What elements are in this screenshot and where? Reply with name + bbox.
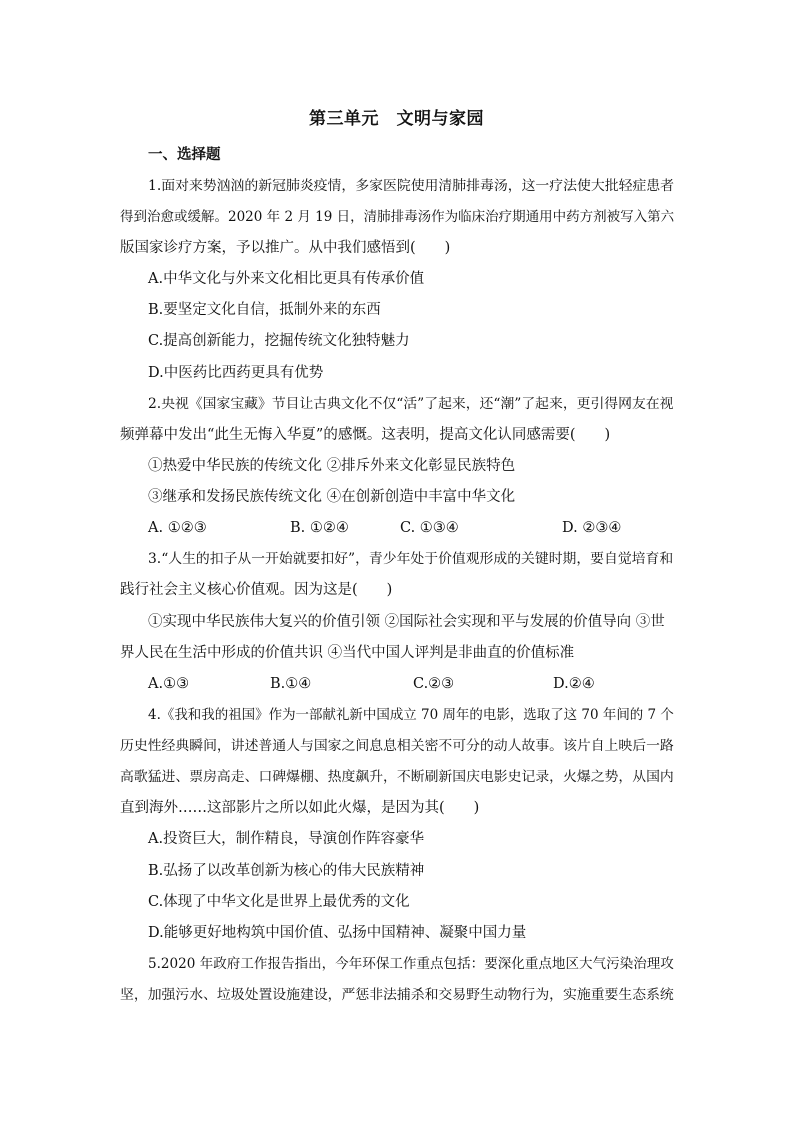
question-1-option-b: B.要坚定文化自信，抵制外来的东西 bbox=[148, 302, 381, 318]
question-2-option-c: C. ①③④ bbox=[400, 520, 459, 536]
question-2-option-b: B. ①②④ bbox=[290, 520, 349, 536]
question-4-option-a: A.投资巨大，制作精良，导演创作阵容豪华 bbox=[148, 831, 425, 847]
question-1-option-a: A.中华文化与外来文化相比更具有传承价值 bbox=[148, 271, 425, 287]
question-1-line-3: 版国家诊疗方案，予以推广。从中我们感悟到( ) bbox=[120, 240, 451, 256]
question-3-option-c: C.②③ bbox=[413, 676, 455, 692]
question-4-option-b: B.弘扬了以改革创新为核心的伟大民族精神 bbox=[148, 863, 425, 879]
question-3-line-2: 践行社会主义核心价值观。因为这是( ) bbox=[120, 582, 393, 598]
question-2-option-d: D. ②③④ bbox=[562, 520, 622, 536]
question-1-option-d: D.中医药比西药更具有优势 bbox=[148, 365, 324, 381]
question-3-option-a: A.①③ bbox=[148, 676, 190, 692]
question-1-line-2: 得到治愈或缓解。2020 年 2 月 19 日，清肺排毒汤作为临床治疗期通用中药方剂被写入第六 bbox=[120, 209, 675, 225]
question-4-option-c: C.体现了中华文化是世界上最优秀的文化 bbox=[148, 894, 410, 910]
question-2-line-1: 2.央视《国家宝藏》节目让古典文化不仅“活”了起来，还“潮”了起来，更引得网友在视 bbox=[148, 396, 674, 412]
question-2-statements-1: ①热爱中华民族的传统文化 ②排斥外来文化彰显民族特色 bbox=[148, 458, 516, 474]
question-1-line-1: 1.面对来势汹汹的新冠肺炎疫情，多家医院使用清肺排毒汤，这一疗法使大批轻症患者 bbox=[148, 178, 675, 194]
question-4-line-4: 直到海外……这部影片之所以如此火爆，是因为其( ) bbox=[120, 800, 480, 816]
question-5-line-2: 坚，加强污水、垃圾处置设施建设，严惩非法捕杀和交易野生动物行为，实施重要生态系统 bbox=[120, 987, 674, 1003]
page-title: 第三单元 文明与家园 bbox=[309, 109, 484, 129]
question-4-line-1: 4.《我和我的祖国》作为一部献礼新中国成立 70 周年的电影，选取了这 70 年间的 7 个 bbox=[148, 707, 674, 723]
question-4-option-d: D.能够更好地构筑中国价值、弘扬中国精神、凝聚中国力量 bbox=[148, 925, 527, 941]
question-1-option-c: C.提高创新能力，挖掘传统文化独特魅力 bbox=[148, 333, 410, 349]
question-4-line-2: 历史性经典瞬间，讲述普通人与国家之间息息相关密不可分的动人故事。该片自上映后一路 bbox=[120, 738, 674, 754]
question-3-option-b: B.①④ bbox=[270, 676, 312, 692]
question-2-option-a: A. ①②③ bbox=[148, 520, 207, 536]
question-5-line-1: 5.2020 年政府工作报告指出，今年环保工作重点包括：要深化重点地区大气污染治理攻 bbox=[148, 956, 674, 972]
question-2-statements-2: ③继承和发扬民族传统文化 ④在创新创造中丰富中华文化 bbox=[148, 489, 516, 505]
question-4-line-3: 高歌猛进、票房高走、口碑爆棚、热度飙升，不断刷新国庆电影史记录，火爆之势，从国内 bbox=[120, 769, 674, 785]
question-3-line-1: 3.“人生的扣子从一开始就要扣好”，青少年处于价值观形成的关键时期，要自觉培育和 bbox=[148, 551, 674, 567]
section-heading: 一、选择题 bbox=[148, 147, 221, 163]
question-3-statements-1: ①实现中华民族伟大复兴的价值引领 ②国际社会实现和平与发展的价值导向 ③世 bbox=[148, 614, 665, 630]
question-2-line-2: 频弹幕中发出“此生无悔入华夏”的感慨。这表明，提高文化认同感需要( ) bbox=[120, 427, 611, 443]
question-3-statements-2: 界人民在生活中形成的价值共识 ④当代中国人评判是非曲直的价值标准 bbox=[120, 645, 575, 661]
question-3-option-d: D.②④ bbox=[553, 676, 595, 692]
